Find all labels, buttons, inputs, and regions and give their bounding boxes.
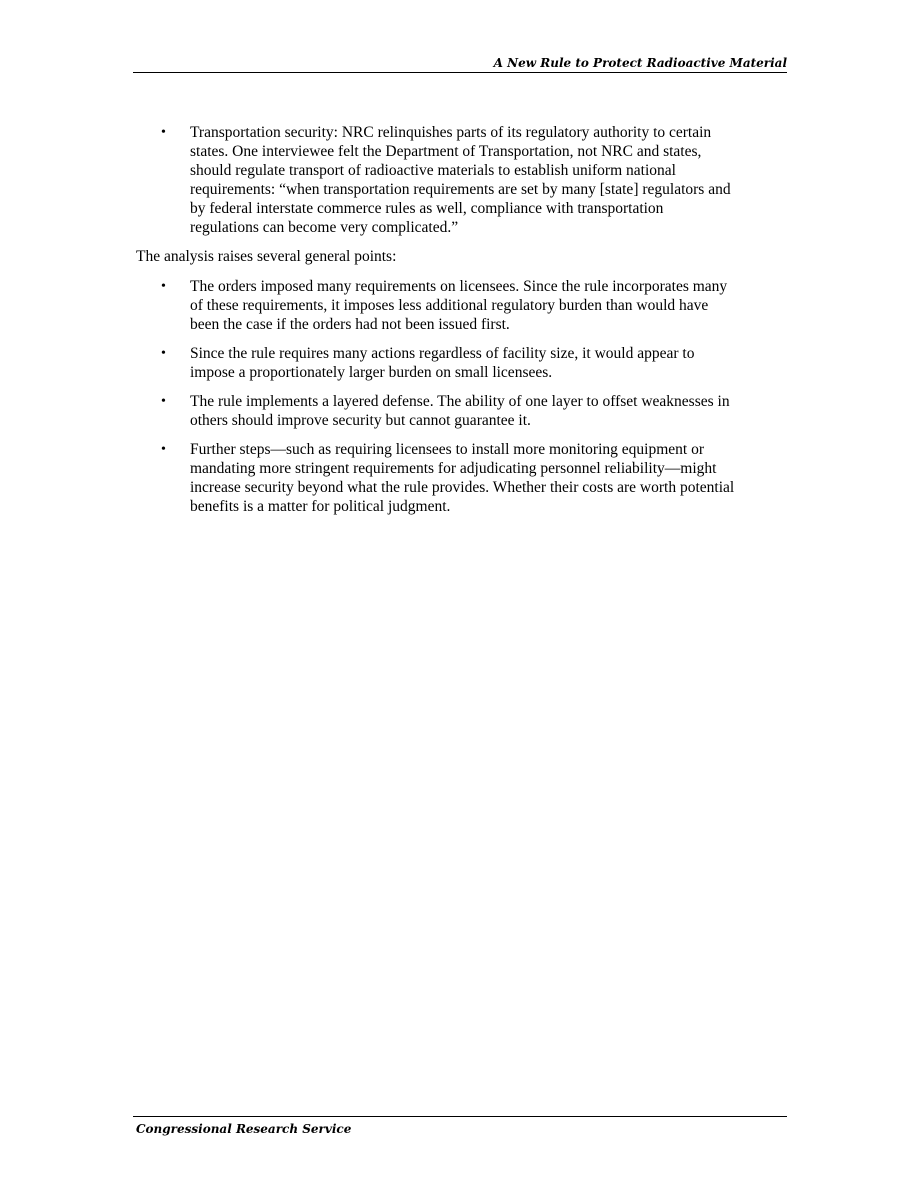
general-points-list [136,277,736,516]
list-item [136,392,736,430]
bullet-icon: • [161,279,166,294]
bullet-icon: • [161,346,166,361]
list-item [136,440,736,516]
list-item-text: The orders imposed many requirements on licensees. Since the rule incorporates many of these requirements, it imposes less additional regulatory burden than would have been the case if the orders had not been issued first. [190,278,728,333]
list-item-text: Since the rule requires many actions regardless of facility size, it would appear to impose a proportionately larger burden on small licensees. [190,345,695,381]
running-header: A New Rule to Protect Radioactive Material [133,54,787,73]
list-item [136,123,736,237]
list-item [136,344,736,382]
document-body [136,123,736,526]
list-item-text: Transportation security: NRC relinquishes parts of its regulatory authority to certain states. One interviewee felt the Department of Transportation, not NRC and states, should regulate transport of radioactive materials to establish uniform national requirements: “when transportation requirements are set by many [state] regulators and by federal interstate commerce rules as well, compliance with transportation regulations can become very complicated.” [190,124,731,236]
intro-paragraph: The analysis raises several general points: [136,248,397,265]
footer-text: Congressional Research Service [136,1122,352,1136]
transportation-list [136,123,736,237]
list-item-text: The rule implements a layered defense. The ability of one layer to offset weaknesses in others should improve security but cannot guarantee it. [190,393,730,429]
list-item-text: Further steps—such as requiring licensees to install more monitoring equipment or mandating more stringent requirements for adjudicating personnel reliability—might increase security beyond what the rule provides. Whether their costs are worth potential benefits is a matter for political judgment. [190,441,735,515]
bullet-icon: • [161,125,166,140]
running-footer [133,1116,787,1137]
list-item [136,277,736,334]
bullet-icon: • [161,394,166,409]
bullet-icon: • [161,442,166,457]
